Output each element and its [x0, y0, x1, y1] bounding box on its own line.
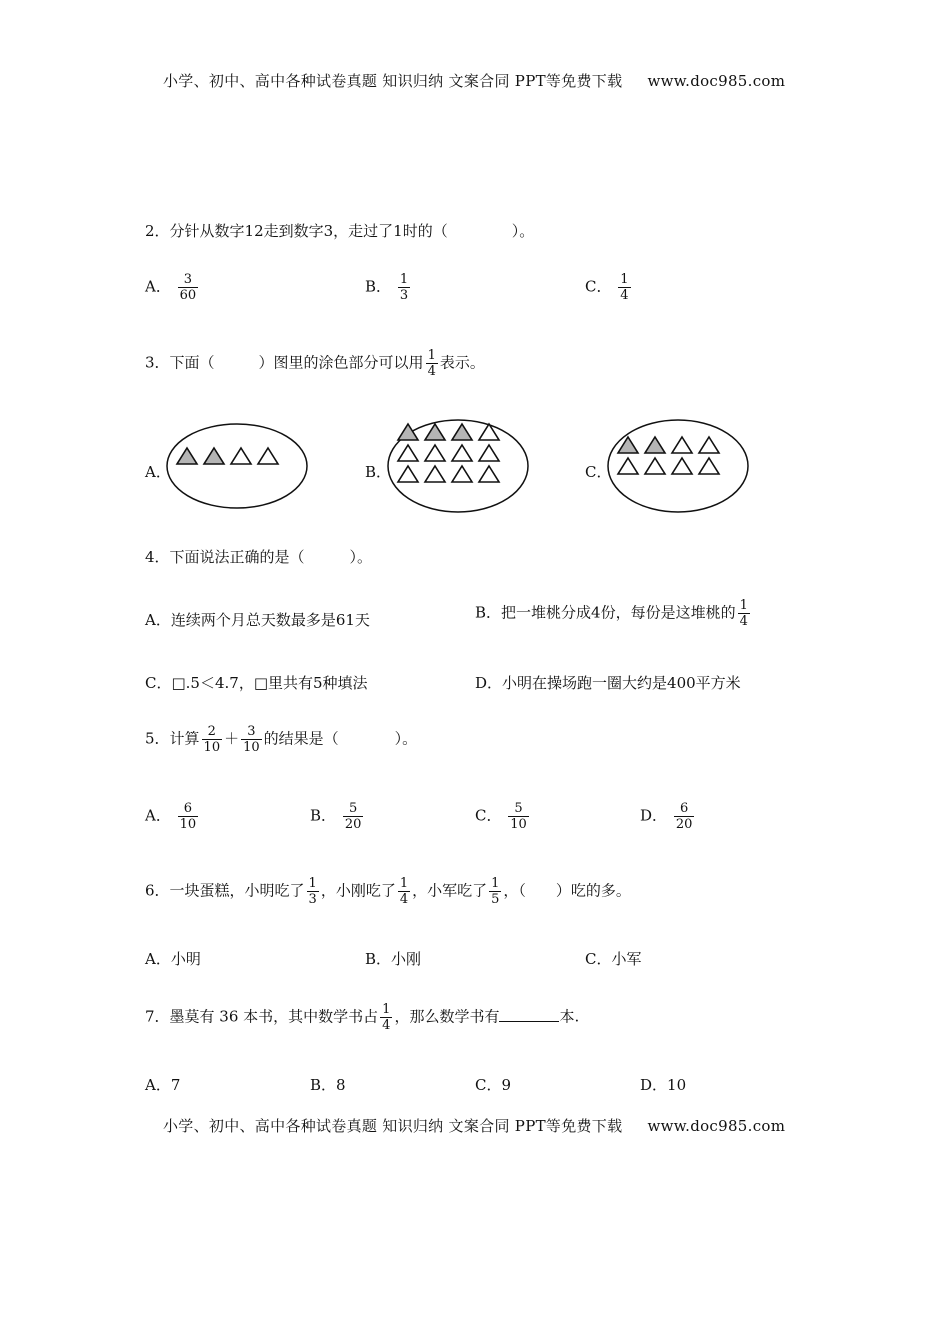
option-label: A． — [145, 277, 171, 296]
triangle — [398, 466, 418, 482]
question-2 — [145, 219, 534, 243]
shaded-triangle — [645, 437, 665, 453]
page-header — [163, 70, 785, 91]
q4-option-a: A．连续两个月总天数最多是61天 — [145, 611, 370, 629]
q3-figure-a — [165, 422, 310, 512]
q7-stem-end: 本. — [559, 1007, 580, 1026]
fraction: $\frac{6}{10}$ — [179, 801, 197, 832]
triangle — [672, 437, 692, 453]
triangle — [618, 458, 638, 474]
q5-option-a — [145, 801, 200, 832]
fraction: $\frac{1}{4}$ — [620, 272, 629, 303]
page-footer — [163, 1115, 785, 1136]
shaded-triangle — [452, 424, 472, 440]
q7-option-a: A．7 — [145, 1076, 181, 1094]
question-4: 4．下面说法正确的是（ ）。 — [145, 548, 373, 566]
fraction: $\frac{1}{4}$ — [739, 598, 748, 629]
fraction: $\frac{1}{4}$ — [382, 1002, 391, 1033]
fraction: $\frac{3}{60}$ — [179, 272, 197, 303]
header-url: www.doc985.com — [647, 72, 786, 90]
triangles — [618, 437, 719, 474]
triangles — [398, 424, 499, 482]
q5-option-b — [310, 801, 365, 832]
q5-stem-end: ）。 — [394, 729, 418, 748]
q3-stem-mid: ）图里的涂色部分可以用 — [258, 353, 424, 372]
triangle — [479, 445, 499, 461]
q4-option-c: C．□.5＜4.7，□里共有5种填法 — [145, 674, 368, 692]
q3-option-c-label: C． — [585, 463, 612, 481]
shaded-triangle — [425, 424, 445, 440]
fraction: $\frac{1}{3}$ — [399, 272, 409, 303]
question-7 — [145, 1002, 579, 1033]
q6-stem-3: ，小军吃了 — [412, 881, 488, 900]
q7-stem-2: ，那么数学书有 — [394, 1007, 500, 1026]
option-label: B． — [310, 806, 337, 825]
shaded-triangle — [398, 424, 418, 440]
q3-stem-end: 表示。 — [439, 353, 485, 372]
q7-option-b: B．8 — [310, 1076, 346, 1094]
q7-option-d: D．10 — [640, 1076, 687, 1094]
fraction: $\frac{1}{3}$ — [308, 876, 317, 907]
fraction: $\frac{1}{5}$ — [491, 876, 500, 907]
triangle — [479, 466, 499, 482]
q5-option-c — [475, 801, 531, 832]
triangle — [699, 458, 719, 474]
option-label: C． — [475, 806, 502, 825]
fraction: $\frac{2}{10}$ — [203, 724, 221, 755]
triangle — [645, 458, 665, 474]
header-text: 小学、初中、高中各种试卷真题 知识归纳 文案合同 PPT等免费下载 — [163, 72, 623, 90]
q6-stem-4: ，（ ）吃的多。 — [503, 881, 631, 900]
q2-stem: 2．分针从数字12走到数字3，走过了1时的（ — [145, 222, 448, 240]
triangle — [258, 448, 278, 464]
q6-option-b: B．小刚 — [365, 950, 422, 968]
q2-option-b — [365, 272, 412, 303]
q3-figure-c — [606, 418, 751, 518]
q6-stem-2: ，小刚吃了 — [320, 881, 396, 900]
triangle — [452, 466, 472, 482]
q2-stem-end: ）。 — [511, 222, 535, 240]
option-label: A． — [145, 806, 171, 825]
q5-stem: 5．计算 — [145, 729, 200, 748]
q3-option-b-label: B． — [365, 463, 392, 481]
plus-sign: ＋ — [224, 729, 240, 748]
q4-option-b — [475, 598, 752, 629]
triangle — [425, 466, 445, 482]
option-label: C． — [585, 277, 612, 296]
q3-figure-b — [386, 418, 531, 518]
triangle — [425, 445, 445, 461]
triangle — [231, 448, 251, 464]
q6-stem: 6．一块蛋糕，小明吃了 — [145, 881, 305, 900]
question-6 — [145, 876, 631, 907]
option-label: B． — [365, 277, 392, 296]
footer-text: 小学、初中、高中各种试卷真题 知识归纳 文案合同 PPT等免费下载 — [163, 1117, 623, 1135]
fraction: $\frac{6}{20}$ — [675, 801, 693, 832]
option-text: B．把一堆桃分成4份，每份是这堆桃的 — [475, 603, 736, 622]
q3-option-a-label: A． — [145, 463, 171, 481]
shaded-triangle — [177, 448, 197, 464]
q7-option-c: C．9 — [475, 1076, 512, 1094]
shaded-triangle — [204, 448, 224, 464]
q2-option-c — [585, 272, 633, 303]
q7-stem: 7．墨莫有 36 本书，其中数学书占 — [145, 1007, 379, 1026]
fraction: $\frac{1}{4}$ — [399, 876, 409, 907]
footer-url: www.doc985.com — [647, 1117, 786, 1135]
q2-option-a — [145, 272, 200, 303]
q5-stem-mid: 的结果是（ — [263, 729, 339, 748]
fraction: $\frac{5}{20}$ — [344, 801, 362, 832]
fraction: $\frac{5}{10}$ — [510, 801, 527, 832]
q6-option-a: A．小明 — [145, 950, 201, 968]
q4-option-d: D．小明在操场跑一圈大约是400平方米 — [475, 674, 741, 692]
answer-blank — [499, 1007, 559, 1022]
triangles — [177, 448, 278, 464]
q5-option-d — [640, 801, 696, 832]
fraction: $\frac{1}{4}$ — [427, 348, 436, 379]
q6-option-c: C．小军 — [585, 950, 642, 968]
question-5 — [145, 724, 417, 755]
q3-stem: 3．下面（ — [145, 353, 215, 372]
option-label: D． — [640, 806, 668, 825]
triangle — [699, 437, 719, 453]
triangle — [398, 445, 418, 461]
triangle — [672, 458, 692, 474]
question-3 — [145, 348, 485, 379]
triangle — [452, 445, 472, 461]
triangle — [479, 424, 499, 440]
fraction: $\frac{3}{10}$ — [243, 724, 260, 755]
